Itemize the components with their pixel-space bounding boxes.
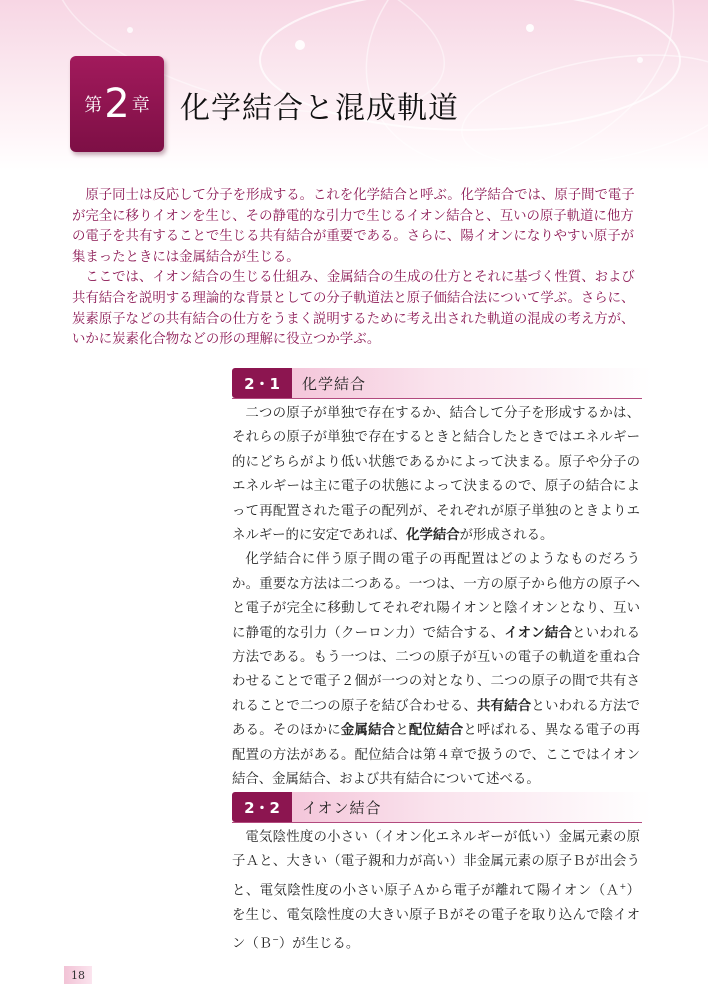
section-title: イオン結合 xyxy=(302,798,382,817)
section-2-2-body xyxy=(232,826,640,957)
chapter-prefix: 第 xyxy=(84,95,103,116)
intro-paragraph-1: 原子同士は反応して分子を形成する。これを化学結合と呼ぶ。化学結合では、原子間で電子が完全に移りイオンを生じ、その静電的な引力で生じるイオン結合と、互いの原子軌道に他方の電子を共有することで生じる共有結合が重要である。さらに、陽イオンになりやすい原子が集まったときには金属結合が生じる。 xyxy=(72,188,635,265)
section-title-band xyxy=(292,368,652,398)
chapter-suffix: 章 xyxy=(131,95,150,116)
section-rule xyxy=(232,822,642,823)
section-title: 化学結合 xyxy=(302,374,367,393)
section-rule xyxy=(232,398,642,399)
section-heading-2-1 xyxy=(232,368,652,398)
section-title-band xyxy=(292,792,652,822)
body-paragraph-3: 電気陰性度の小さい（イオン化エネルギーが低い）金属元素の原子Ａと、大きい（電子親和力が高い）非金属元素の原子Ｂが出会うと、電気陰性度の小さい原子Ａから電子が離れて陽イオン（Ａ+）を生じ、電気陰性度の大きい原子Ｂがその電子を取り込んで陰イオン（Ｂ−）が生じる。 xyxy=(232,830,640,952)
chapter-intro xyxy=(72,186,638,351)
section-number: 2・2 xyxy=(232,792,292,822)
chapter-title: 化学結合と混成軌道 xyxy=(180,91,459,126)
section-2-1-body xyxy=(232,402,640,793)
term-coordinate-bond: 配位結合 xyxy=(408,723,464,739)
body-paragraph-2: 化学結合に伴う原子間の電子の再配置はどのようなものだろうか。重要な方法は二つある。一つは、一方の原子から他方の原子へと電子が完全に移動してそれぞれ陽イオンと陰イオンとなり、互いに静電的な引力（クーロン力）で結合する、イオン結合といわれる方法である。もう一つは、二つの原子が互いの電子の軌道を重ね合わせることで電子２個が一つの対となり、二つの原子の間で共有されることで二つの原子を結び合わせる、共有結合といわれる方法である。そのほかに金属結合と配位結合と呼ばれる、異なる電子の再配置の方法がある。配位結合は第４章で扱うので、ここではイオン結合、金属結合、および共有結合について述べる。 xyxy=(232,552,641,788)
section-number: 2・1 xyxy=(232,368,292,398)
term-ionic-bond: イオン結合 xyxy=(504,625,573,641)
intro-paragraph-2: ここでは、イオン結合の生じる仕組み、金属結合の生成の仕方とそれに基づく性質、および共有結合を説明する理論的な背景としての分子軌道法と原子価結合法について学ぶ。さらに、炭素原子などの共有結合の仕方をうまく説明するために考え出された軌道の混成の考え方が、いかに炭素化合物などの形の理解に役立つか学ぶ。 xyxy=(72,270,635,348)
term-covalent-bond: 共有結合 xyxy=(476,698,532,714)
body-paragraph-1: 二つの原子が単独で存在するか、結合して分子を形成するかは、それらの原子が単独で存在するときと結合したときではエネルギー的にどちらがより低い状態であるかによって決まる。原子や分子のエネルギーは主に電子の状態によって決まるので、原子の結合によって再配置された電子の配列が、それぞれが原子単独のときよりエネルギー的に安定であれば、化学結合が形成される。 xyxy=(232,406,640,544)
term-metallic-bond: 金属結合 xyxy=(340,723,396,739)
chapter-number-box xyxy=(70,56,164,152)
page-number: 18 xyxy=(64,966,92,984)
section-heading-2-2 xyxy=(232,792,652,822)
chapter-number: 2 xyxy=(104,81,130,127)
term-chemical-bond: 化学結合 xyxy=(406,528,460,544)
